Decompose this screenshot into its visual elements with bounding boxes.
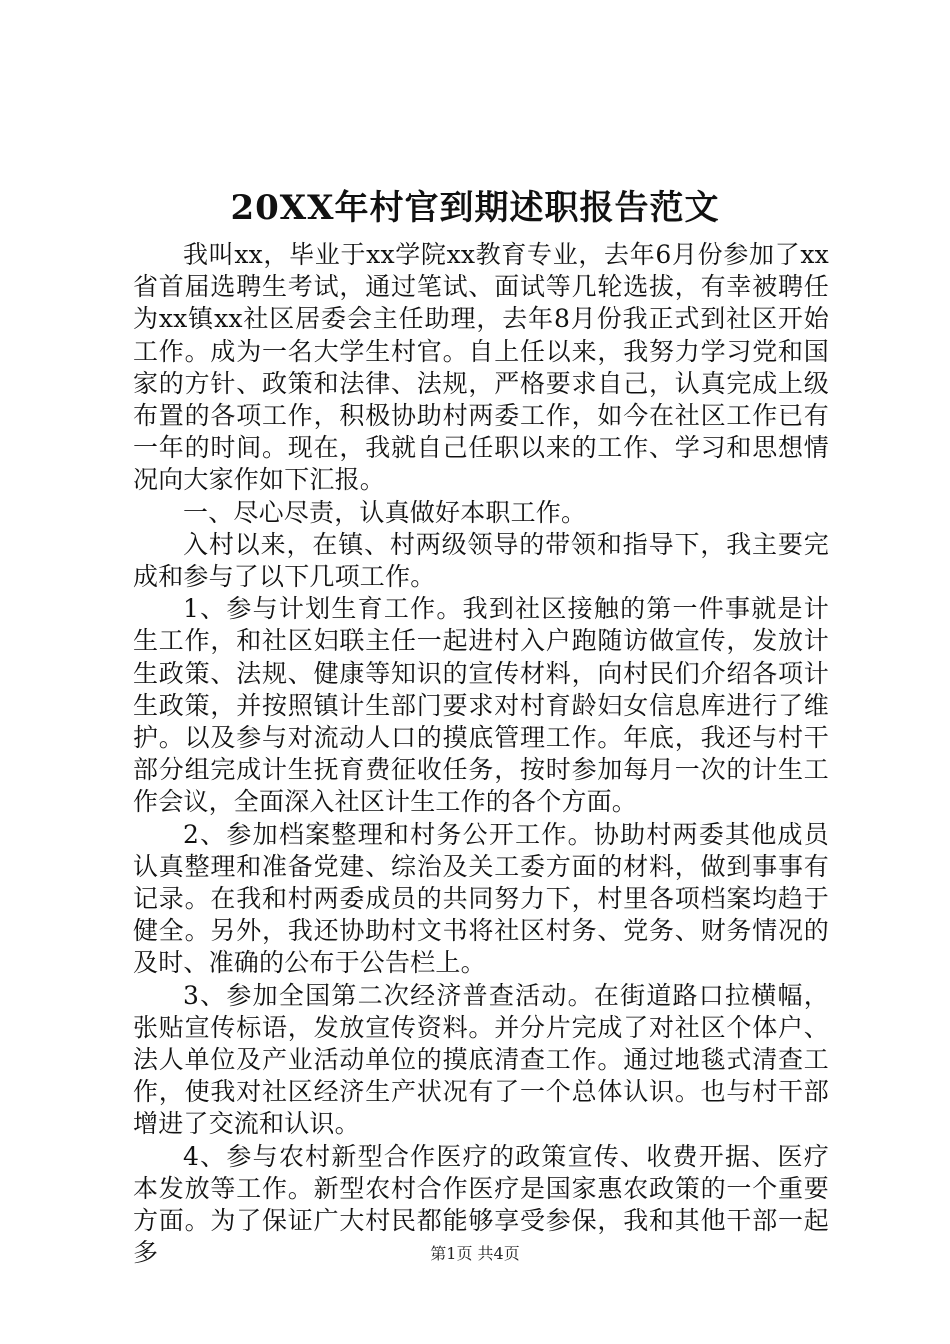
paragraph-overview: 入村以来，在镇、村两级领导的带领和指导下，我主要完成和参与了以下几项工作。 bbox=[133, 529, 829, 592]
paragraph-item-1: 1、参与计划生育工作。我到社区接触的第一件事就是计生工作，和社区妇联主任一起进村入户跑随访做宣传，发放计生政策、法规、健康等知识的宣传材料，向村民们介绍各项计生政策，并按照镇计生部门要求对村育龄妇女信息库进行了维护。以及参与对流动人口的摸底管理工作。年底，我还与村干部分组完成计生抚育费征收任务，按时参加每月一次的计生工作会议，全面深入社区计生工作的各个方面。 bbox=[133, 594, 829, 817]
document-title: 20XX年村官到期述职报告范文 bbox=[230, 188, 720, 228]
paragraph-item-2: 2、参加档案整理和村务公开工作。协助村两委其他成员认真整理和准备党建、综治及关工委方面的材料，做到事事有记录。在我和村两委成员的共同努力下，村里各项档案均趋于健全。另外，我还协助村文书将社区村务、党务、财务情况的及时、准确的公布于公告栏上。 bbox=[133, 819, 829, 978]
paragraph-intro: 我叫xx，毕业于xx学院xx教育专业，去年6月份参加了xx省首届选聘生考试，通过笔试、面试等几轮选拔，有幸被聘任为xx镇xx社区居委会主任助理，去年8月份我正式到社区开始工作。成为一名大学生村官。自上任以来，我努力学习党和国家的方针、政策和法律、法规，严格要求自己，认真完成上级布置的各项工作，积极协助村两委工作，如今在社区工作已有一年的时间。现在，我就自己任职以来的工作、学习和思想情况向大家作如下汇报。 bbox=[133, 240, 829, 495]
document-body bbox=[133, 239, 829, 1270]
section-heading-1: 一、尽心尽责，认真做好本职工作。 bbox=[183, 497, 587, 527]
paragraph-item-4: 4、参与农村新型合作医疗的政策宣传、收费开据、医疗本发放等工作。新型农村合作医疗是国家惠农政策的一个重要方面。为了保证广大村民都能够享受参保，我和其他干部一起多 bbox=[133, 1141, 829, 1268]
page-number-footer: 第1页 共4页 bbox=[430, 1244, 520, 1263]
paragraph-item-3: 3、参加全国第二次经济普查活动。在街道路口拉横幅，张贴宣传标语，发放宣传资料。并分片完成了对社区个体户、法人单位及产业活动单位的摸底清查工作。通过地毯式清查工作，使我对社区经济生产状况有了一个总体认识。也与村干部增进了交流和认识。 bbox=[133, 980, 829, 1139]
